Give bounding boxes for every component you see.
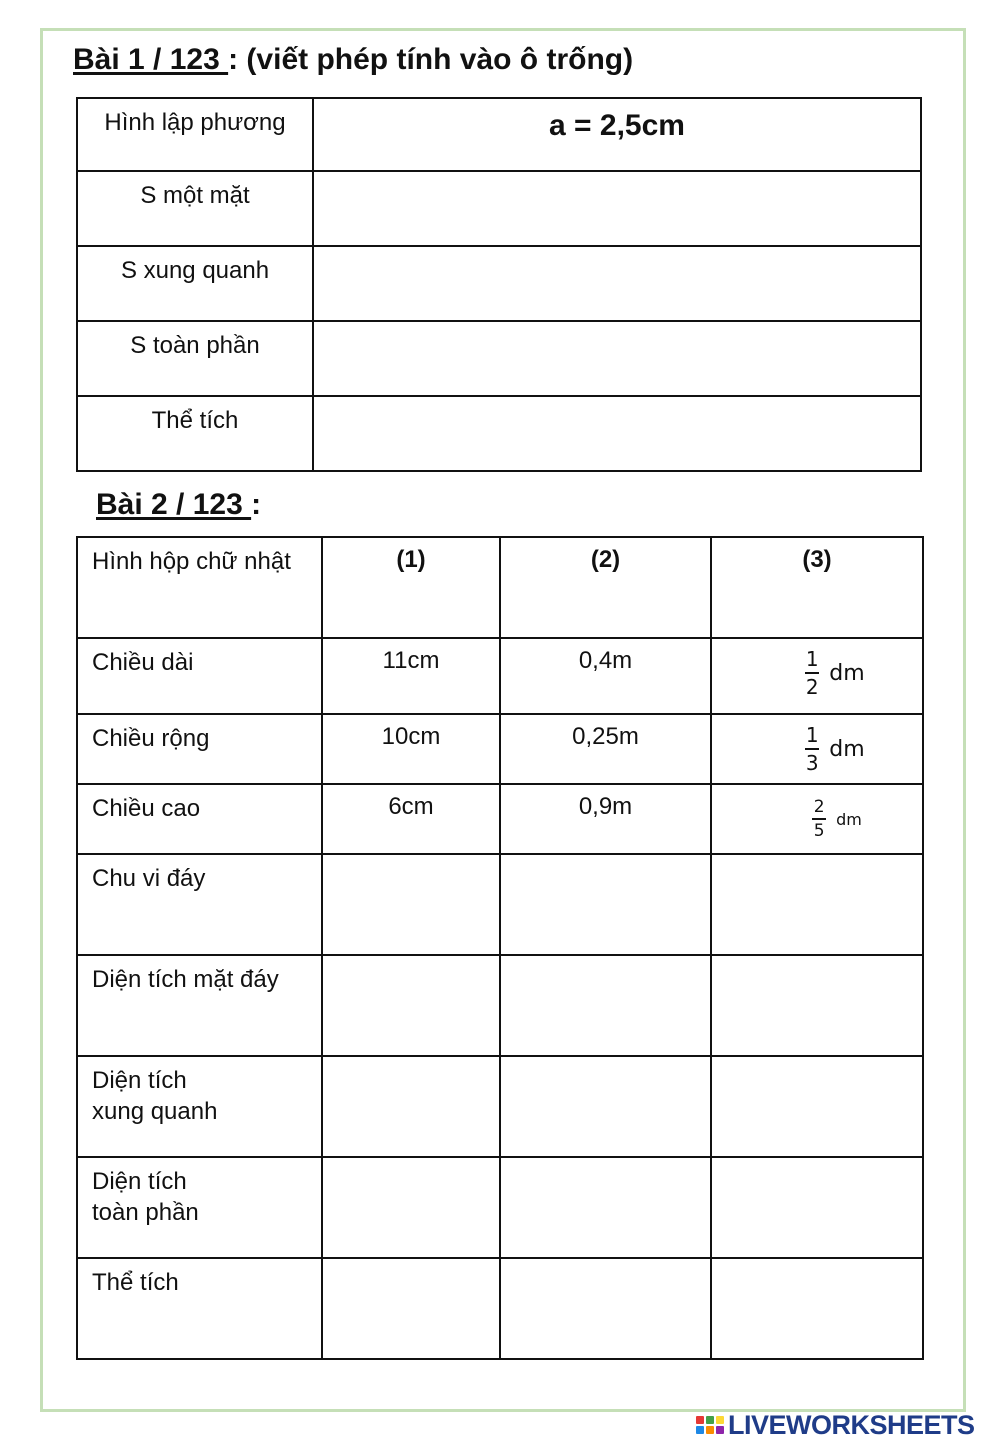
answer-cell-lateral-area-3[interactable] <box>711 1056 923 1157</box>
row-label-lateral-area <box>77 1056 322 1157</box>
table-row <box>77 854 923 955</box>
answer-cell-total-area[interactable] <box>313 321 921 396</box>
fraction-denominator: 5 <box>813 821 825 841</box>
row-label-line: toàn phần <box>92 1199 199 1226</box>
fraction-denominator: 3 <box>805 751 819 775</box>
exercise1-title <box>73 43 633 77</box>
exercise2-title <box>96 488 261 522</box>
table-row <box>77 714 923 784</box>
liveworksheets-logo-icon <box>696 1416 724 1434</box>
box-header-label: Hình hộp chữ nhật <box>77 537 322 638</box>
fraction-numerator: 2 <box>813 797 825 817</box>
fraction-numerator: 1 <box>805 723 819 747</box>
cube-edge-value: a = 2,5cm <box>313 98 921 171</box>
answer-cell-perimeter-2[interactable] <box>500 854 711 955</box>
row-label-line: xung quanh <box>92 1098 218 1125</box>
answer-cell-face-area[interactable] <box>313 171 921 246</box>
cube-table <box>76 97 922 472</box>
height-value-2: 0,9m <box>500 784 711 854</box>
width-value-1: 10cm <box>322 714 500 784</box>
row-label-lateral-area: S xung quanh <box>77 246 313 321</box>
answer-cell-lateral-area-1[interactable] <box>322 1056 500 1157</box>
answer-cell-perimeter-1[interactable] <box>322 854 500 955</box>
fraction-denominator: 2 <box>805 675 819 699</box>
width-value-2: 0,25m <box>500 714 711 784</box>
table-row <box>77 638 923 714</box>
row-label-total-area: S toàn phần <box>77 321 313 396</box>
column-header-3: (3) <box>711 537 923 638</box>
table-row <box>77 1258 923 1359</box>
answer-cell-volume-3[interactable] <box>711 1258 923 1359</box>
answer-cell-volume-1[interactable] <box>322 1258 500 1359</box>
table-row <box>77 537 923 638</box>
exercise1-title-instruction: : (viết phép tính vào ô trống) <box>228 43 634 76</box>
fraction-numerator: 1 <box>805 647 819 671</box>
fraction-unit: dm <box>829 736 865 762</box>
row-label-face-area: S một mặt <box>77 171 313 246</box>
answer-cell-volume-2[interactable] <box>500 1258 711 1359</box>
table-row <box>77 955 923 1056</box>
fraction-length <box>805 648 864 698</box>
table-row <box>77 98 921 171</box>
row-label-length: Chiều dài <box>77 638 322 714</box>
answer-cell-volume[interactable] <box>313 396 921 471</box>
liveworksheets-logo-text: LIVEWORKSHEETS <box>728 1409 975 1440</box>
cube-header-label: Hình lập phương <box>77 98 313 171</box>
table-row <box>77 1157 923 1258</box>
fraction-height <box>812 798 862 840</box>
row-label-total-area <box>77 1157 322 1258</box>
row-label-width: Chiều rộng <box>77 714 322 784</box>
answer-cell-total-area-1[interactable] <box>322 1157 500 1258</box>
answer-cell-total-area-3[interactable] <box>711 1157 923 1258</box>
exercise1-title-number: Bài 1 / 123 <box>73 43 229 76</box>
answer-cell-base-area-3[interactable] <box>711 955 923 1056</box>
fraction-unit: dm <box>836 809 862 829</box>
table-row <box>77 396 921 471</box>
table-row <box>77 171 921 246</box>
width-value-3 <box>711 714 923 784</box>
table-row <box>77 784 923 854</box>
column-header-2: (2) <box>500 537 711 638</box>
answer-cell-perimeter-3[interactable] <box>711 854 923 955</box>
row-label-line: Diện tích <box>92 1168 187 1195</box>
height-value-1: 6cm <box>322 784 500 854</box>
row-label-volume: Thể tích <box>77 1258 322 1359</box>
liveworksheets-logo <box>696 1410 975 1440</box>
box-table <box>76 536 924 1360</box>
fraction-width <box>805 724 864 774</box>
fraction-unit: dm <box>829 660 865 686</box>
answer-cell-base-area-1[interactable] <box>322 955 500 1056</box>
exercise2-title-number: Bài 2 / 123 <box>96 488 252 521</box>
length-value-2: 0,4m <box>500 638 711 714</box>
answer-cell-base-area-2[interactable] <box>500 955 711 1056</box>
row-label-perimeter: Chu vi đáy <box>77 854 322 955</box>
row-label-line: Diện tích <box>92 1067 187 1094</box>
row-label-volume: Thể tích <box>77 396 313 471</box>
answer-cell-total-area-2[interactable] <box>500 1157 711 1258</box>
answer-cell-lateral-area-2[interactable] <box>500 1056 711 1157</box>
table-row <box>77 1056 923 1157</box>
answer-cell-lateral-area[interactable] <box>313 246 921 321</box>
table-row <box>77 246 921 321</box>
length-value-3 <box>711 638 923 714</box>
height-value-3 <box>711 784 923 854</box>
exercise2-title-colon: : <box>251 488 262 521</box>
row-label-height: Chiều cao <box>77 784 322 854</box>
row-label-base-area: Diện tích mặt đáy <box>77 955 322 1056</box>
length-value-1: 11cm <box>322 638 500 714</box>
table-row <box>77 321 921 396</box>
column-header-1: (1) <box>322 537 500 638</box>
